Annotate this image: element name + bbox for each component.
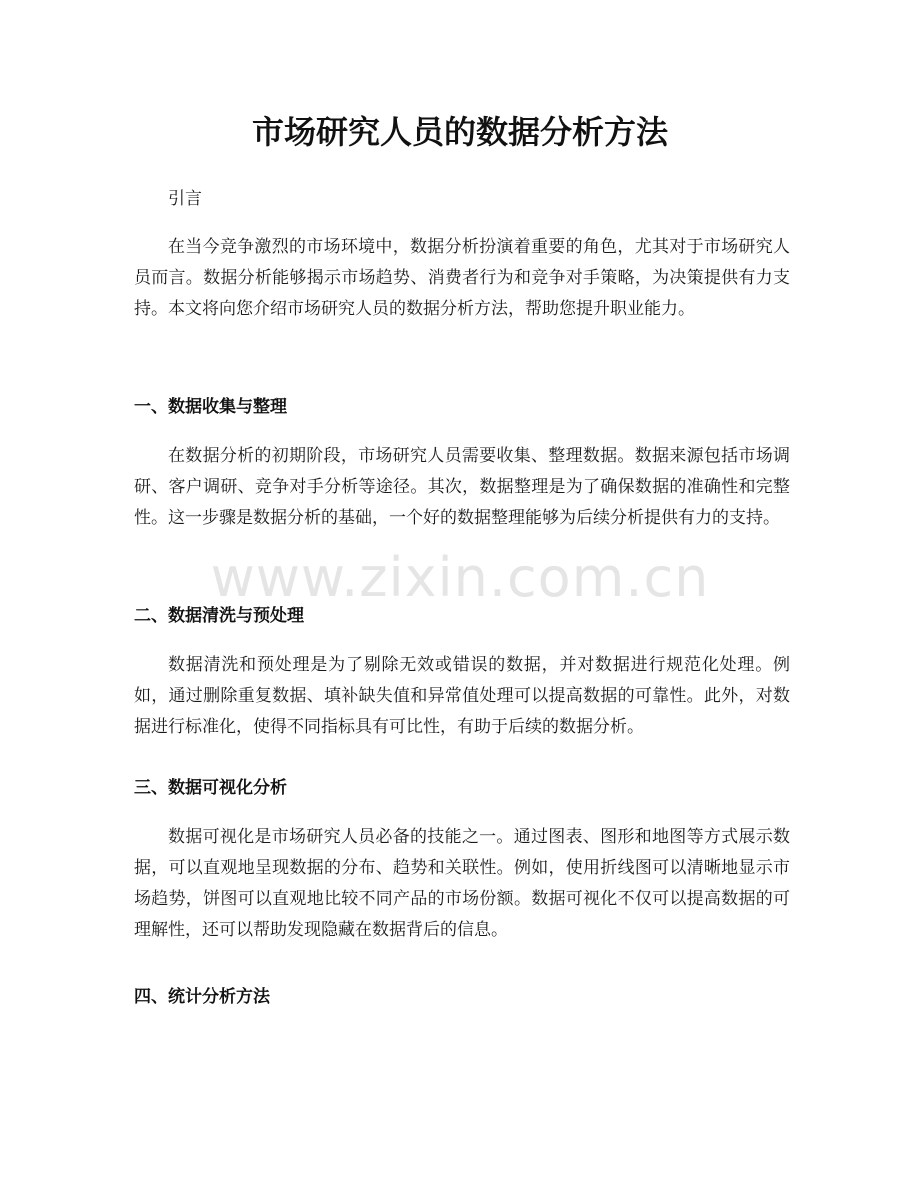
document-title: 市场研究人员的数据分析方法	[251, 113, 668, 151]
watermark: www.zixin.com.cn	[210, 546, 710, 609]
section-paragraph-3: 数据可视化是市场研究人员必备的技能之一。通过图表、图形和地图等方式展示数据，可以直观地呈现数据的分布、趋势和关联性。例如，使用折线图可以清晰地显示市场趋势，饼图可以直观地比较不同产品的市场份额。数据可视化不仅可以提高数据的可理解性，还可以帮助发现隐藏在数据背后的信息。	[134, 827, 790, 940]
section-heading-3: 三、数据可视化分析	[134, 778, 287, 798]
section-heading-4: 四、统计分析方法	[134, 987, 270, 1007]
section-heading-2: 二、数据清洗与预处理	[134, 606, 304, 626]
section-paragraph-2: 数据清洗和预处理是为了剔除无效或错误的数据，并对数据进行规范化处理。例如，通过删除重复数据、填补缺失值和异常值处理可以提高数据的可靠性。此外，对数据进行标准化，使得不同指标具有可比性，有助于后续的数据分析。	[134, 655, 790, 737]
intro-paragraph: 在当今竞争激烈的市场环境中，数据分析扮演着重要的角色，尤其对于市场研究人员而言。数据分析能够揭示市场趋势、消费者行为和竞争对手策略，为决策提供有力支持。本文将向您介绍市场研究人员的数据分析方法，帮助您提升职业能力。	[134, 237, 790, 319]
section-heading-1: 一、数据收集与整理	[134, 397, 287, 417]
section-paragraph-1: 在数据分析的初期阶段，市场研究人员需要收集、整理数据。数据来源包括市场调研、客户调研、竞争对手分析等途径。其次，数据整理是为了确保数据的准确性和完整性。这一步骤是数据分析的基础，一个好的数据整理能够为后续分析提供有力的支持。	[134, 446, 790, 528]
intro-label: 引言	[168, 189, 202, 209]
